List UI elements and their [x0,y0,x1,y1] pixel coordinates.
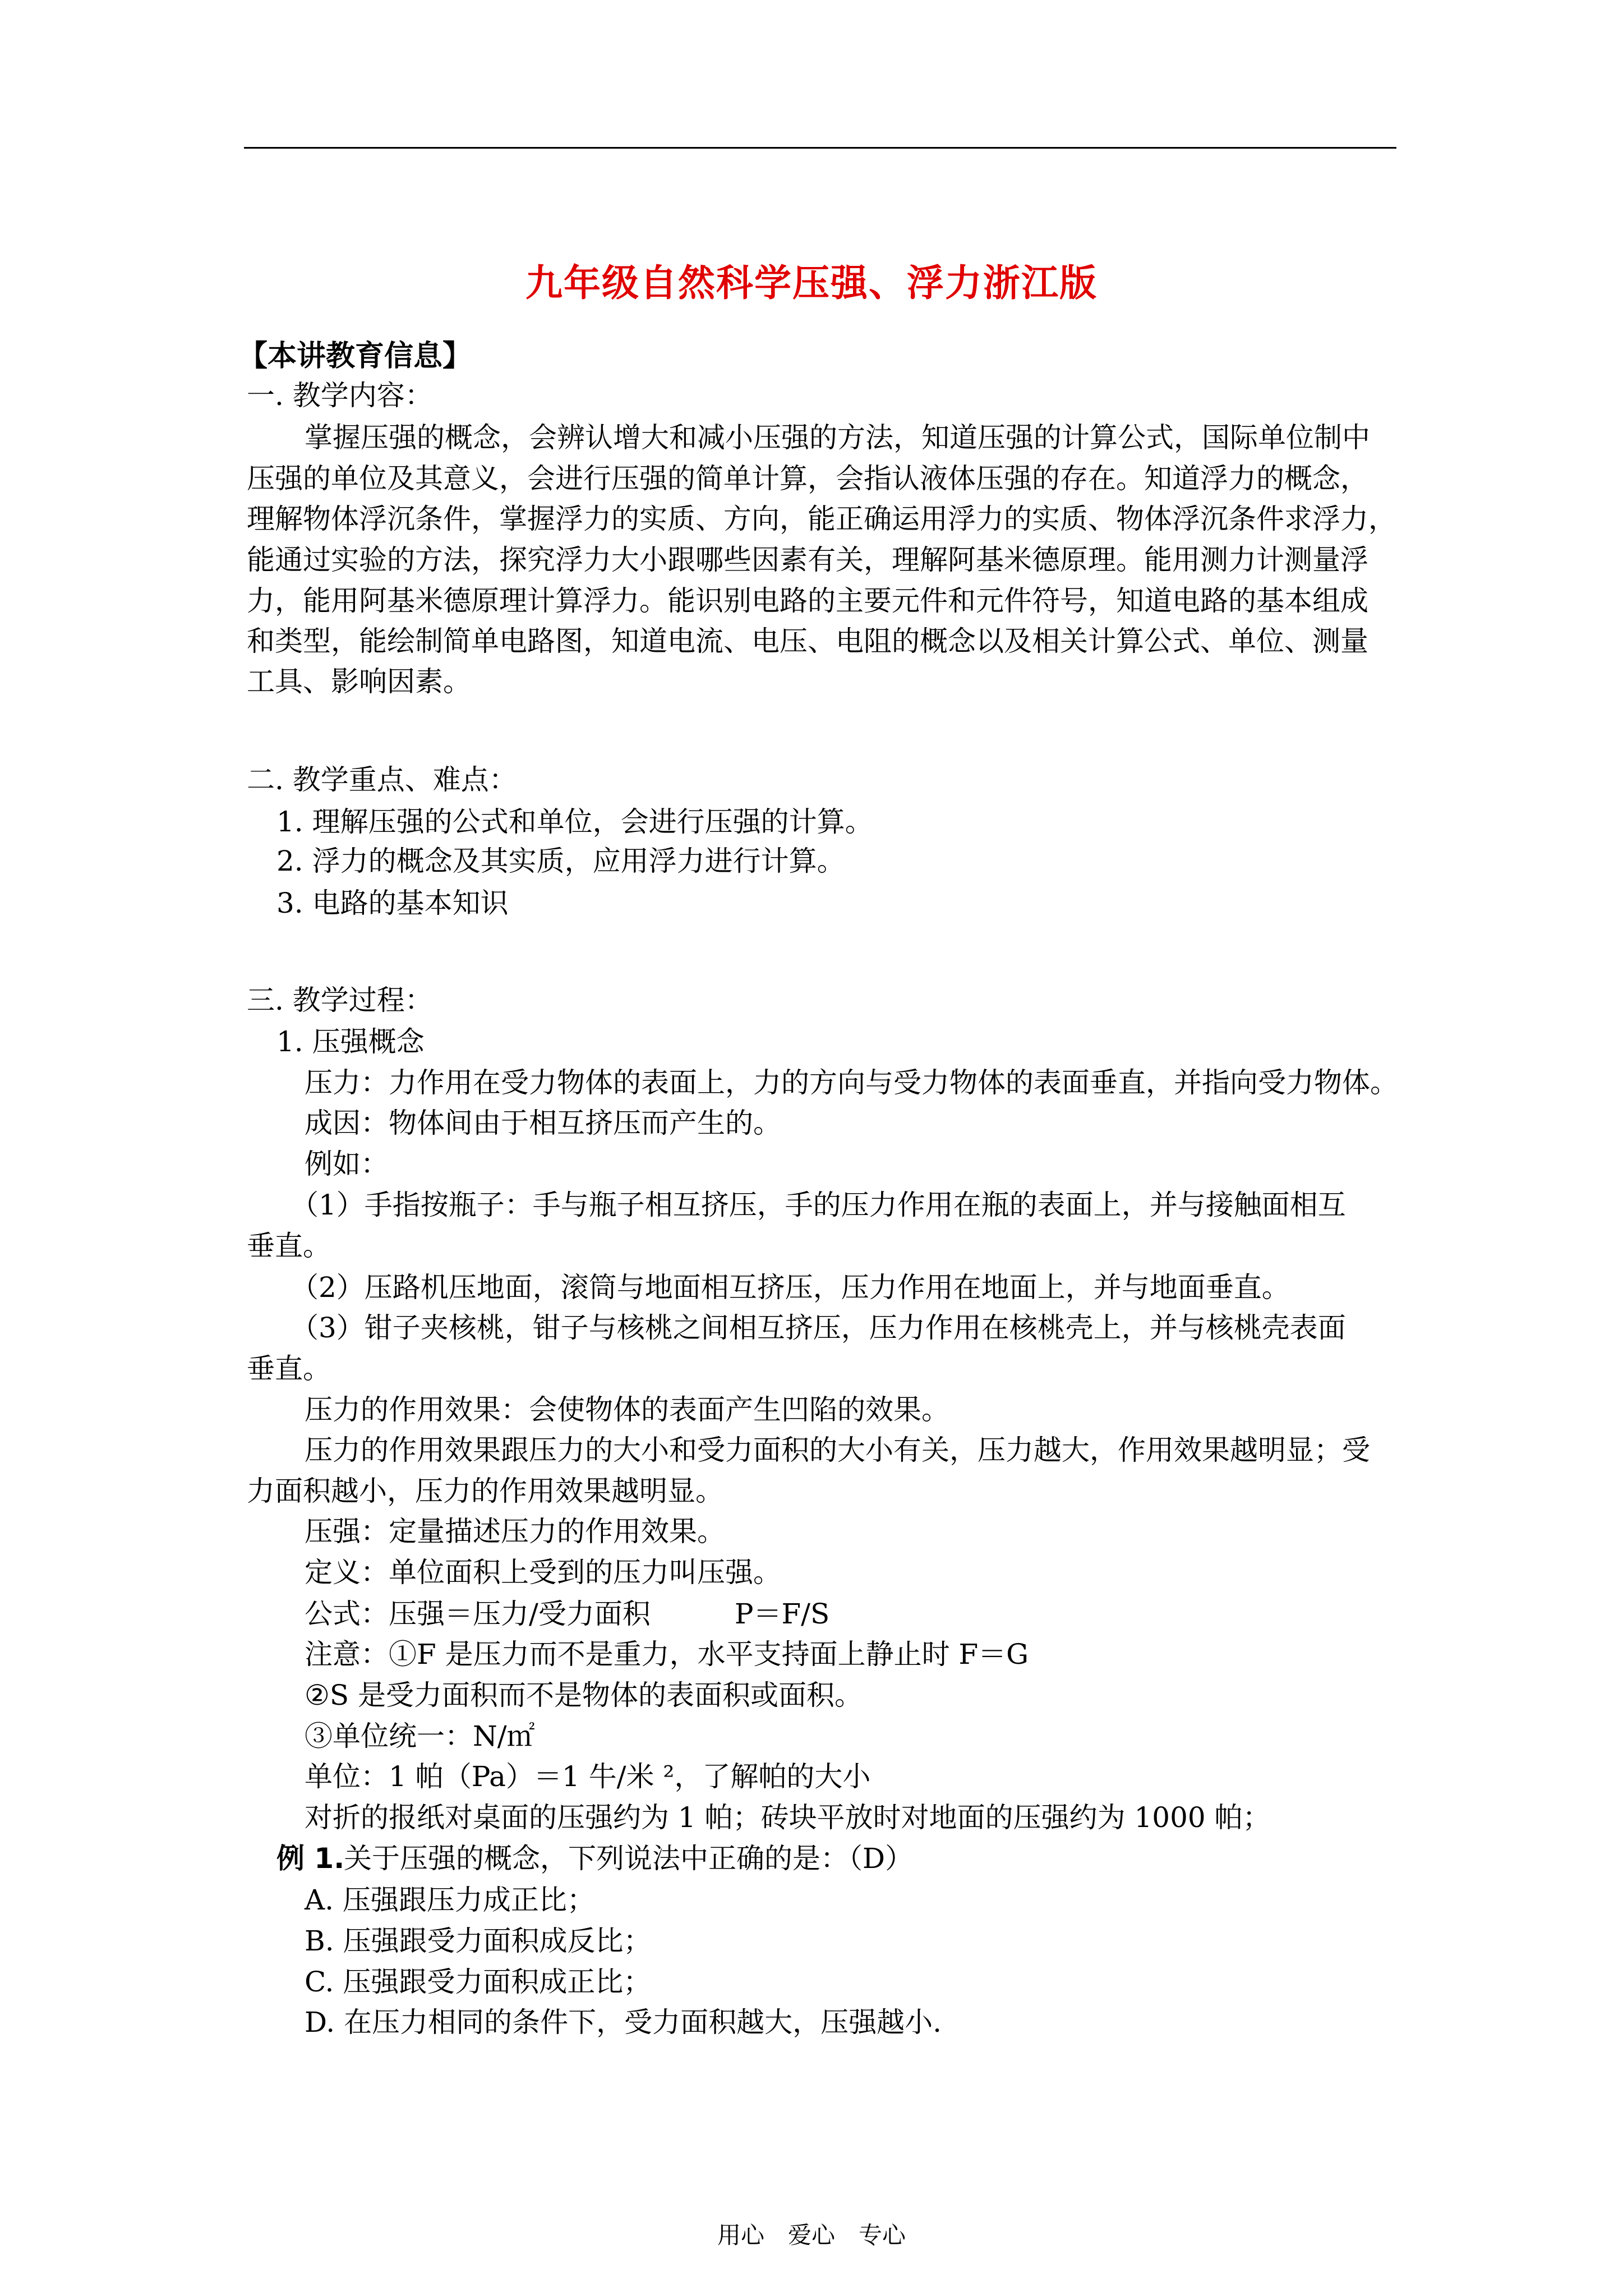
option-b: B. 压强跟受力面积成反比； [305,1925,652,1957]
heading-teaching-content: 一. 教学内容： [247,379,433,412]
paragraph-line: 成因：物体间由于相互挤压而产生的。 [305,1107,781,1139]
paragraph-line: 注意：①F 是压力而不是重力，水平支持面上静止时 F＝G [305,1638,1029,1671]
paragraph-line: 压力的作用效果：会使物体的表面产生凹陷的效果。 [305,1393,949,1426]
paragraph-line: 力面积越小，压力的作用效果越明显。 [247,1475,723,1507]
paragraph-line: 压力：力作用在受力物体的表面上，力的方向与受力物体的表面垂直，并指向受力物体。 [305,1066,1398,1099]
paragraph-line: 理解物体浮沉条件，掌握浮力的实质、方向，能正确运用浮力的实质、物体浮沉条件求浮力， [247,503,1396,535]
paragraph-line: 压强：定量描述压力的作用效果。 [305,1515,725,1548]
paragraph-line: 工具、影响因素。 [247,665,471,698]
heading-teaching-process: 三. 教学过程： [247,984,433,1016]
list-item: 3. 电路的基本知识 [276,887,509,919]
example-label: 例 1. [276,1842,345,1875]
paragraph-line: 力，能用阿基米德原理计算浮力。能识别电路的主要元件和元件符号，知道电路的基本组成 [247,585,1368,617]
list-item: 2. 浮力的概念及其实质，应用浮力进行计算。 [276,845,845,877]
paragraph-line: 能通过实验的方法，探究浮力大小跟哪些因素有关，理解阿基米德原理。能用测力计测量浮 [247,544,1368,576]
paragraph-line: （1）手指按瓶子：手与瓶子相互挤压，手的压力作用在瓶的表面上，并与接触面相互 [291,1189,1346,1221]
paragraph-line: ②S 是受力面积而不是物体的表面积或面积。 [305,1679,863,1711]
paragraph-line: ③单位统一：N/㎡ [305,1720,535,1752]
formula-line: 公式：压强＝压力/受力面积 P＝F/S [305,1598,830,1630]
paragraph-line: （2）压路机压地面，滚筒与地面相互挤压，压力作用在地面上，并与地面垂直。 [291,1271,1290,1304]
paragraph-line: 压力的作用效果跟压力的大小和受力面积的大小有关，压力越大，作用效果越明显；受 [305,1434,1370,1466]
section-header: 【本讲教育信息】 [238,339,472,373]
paragraph-line: 定义：单位面积上受到的压力叫压强。 [305,1556,781,1589]
heading-key-points: 二. 教学重点、难点： [247,763,517,796]
option-a: A. 压强跟压力成正比； [305,1884,595,1916]
paragraph-line: 掌握压强的概念，会辨认增大和减小压强的方法，知道压强的计算公式，国际单位制中 [305,421,1370,454]
paragraph-line: 例如： [305,1148,389,1180]
paragraph-line: 对折的报纸对桌面的压强约为 1 帕；砖块平放时对地面的压强约为 1000 帕； [305,1801,1271,1834]
subsection-heading: 1. 压强概念 [276,1025,425,1058]
header-rule [244,147,1396,149]
list-item: 1. 理解压强的公式和单位，会进行压强的计算。 [276,806,873,838]
option-c: C. 压强跟受力面积成正比； [305,1966,652,1998]
page-footer: 用心 爱心 专心 [717,2221,906,2249]
paragraph-line: 垂直。 [247,1352,331,1385]
paragraph-line: 垂直。 [247,1230,331,1262]
paragraph-line: 压强的单位及其意义，会进行压强的简单计算，会指认液体压强的存在。知道浮力的概念， [247,462,1368,495]
example-question: 关于压强的概念，下列说法中正确的是：（D） [344,1842,914,1875]
paragraph-line: （3）钳子夹核桃，钳子与核桃之间相互挤压，压力作用在核桃壳上，并与核桃壳表面 [291,1312,1346,1344]
option-d: D. 在压力相同的条件下，受力面积越大，压强越小. [305,2006,942,2039]
paragraph-line: 单位：1 帕（Pa）＝1 牛/米 ²，了解帕的大小 [305,1760,871,1793]
page-title: 九年级自然科学压强、浮力浙江版 [525,261,1098,305]
paragraph-line: 和类型，能绘制简单电路图，知道电流、电压、电阻的概念以及相关计算公式、单位、测量 [247,625,1368,657]
